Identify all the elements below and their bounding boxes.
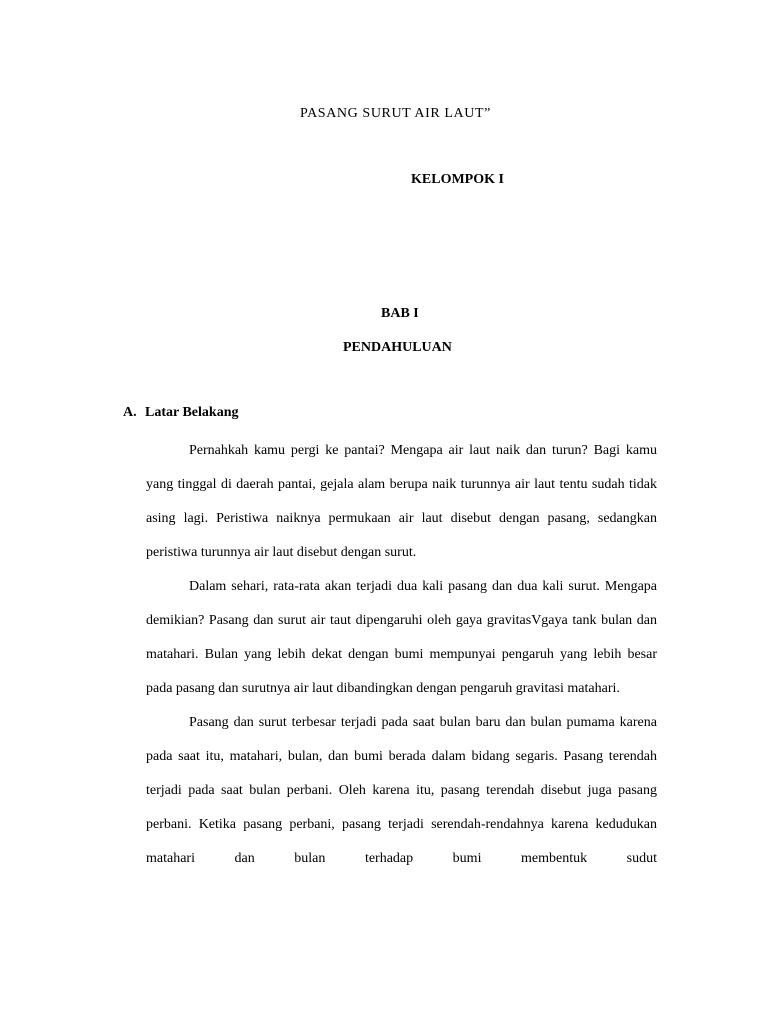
body-text	[146, 434, 657, 876]
section-heading	[123, 405, 238, 421]
chapter-number: BAB I	[381, 306, 419, 321]
section-letter: A.	[123, 405, 137, 420]
document-title: PASANG SURUT AIR LAUT”	[300, 106, 491, 121]
paragraph: Dalam sehari, rata-rata akan terjadi dua kali pasang dan dua kali surut. Mengapa demikian? Pasang dan surut air taut dipengaruhi oleh gaya gravitasVgaya tank bulan dan matahari. Bulan yang lebih dekat dengan bumi mempunyai pengaruh yang lebih besar pada pasang dan surutnya air laut dibandingkan dengan pengaruh gravitasi matahari.	[146, 579, 657, 696]
section-title: Latar Belakang	[145, 405, 239, 420]
group-label: KELOMPOK I	[411, 172, 504, 187]
paragraph: Pernahkah kamu pergi ke pantai? Mengapa air laut naik dan turun? Bagi kamu yang tinggal di daerah pantai, gejala alam berupa naik turunnya air laut tentu sudah tidak asing lagi. Peristiwa naiknya permukaan air laut disebut dengan pasang, sedangkan peristiwa turunnya air laut disebut dengan surut.	[146, 443, 657, 560]
chapter-title: PENDAHULUAN	[343, 340, 452, 355]
paragraph: Pasang dan surut terbesar terjadi pada saat bulan baru dan bulan pumama karena pada saat itu, matahari, bulan, dan bumi berada dalam bidang segaris. Pasang terendah terjadi pada saat bulan perbani. Oleh karena itu, pasang terendah disebut juga pasang perbani. Ketika pasang perbani, pasang terjadi serendah-rendahnya karena kedudukan matahari dan bulan terhadap bumi membentuk sudut	[146, 715, 657, 866]
